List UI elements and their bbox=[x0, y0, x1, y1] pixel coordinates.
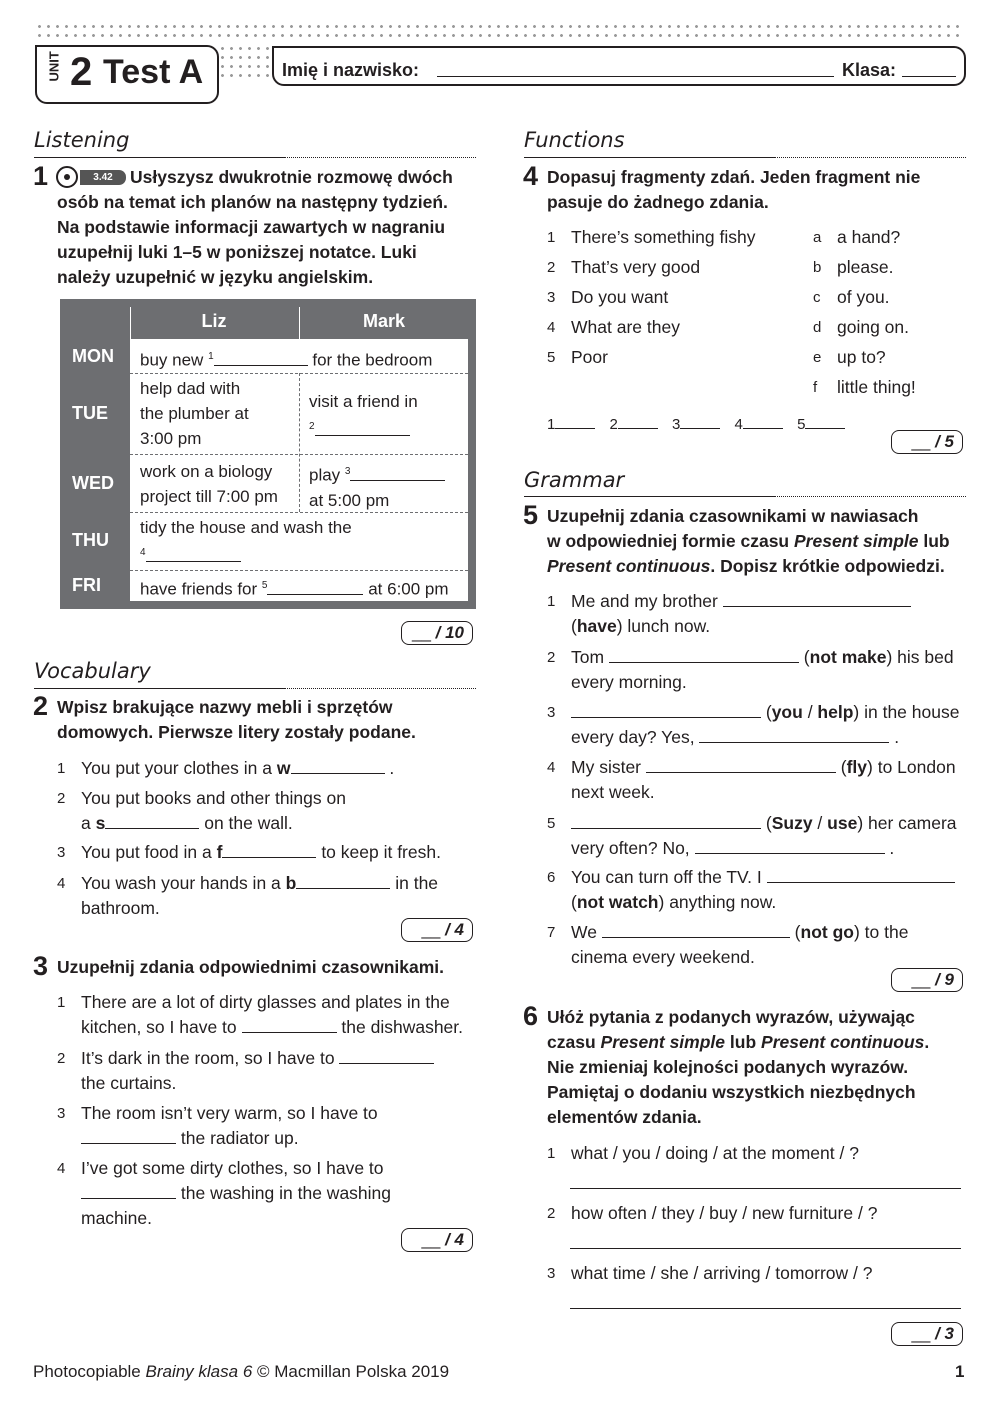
list-item: 1 Me and my brother (have) lunch now. bbox=[547, 589, 967, 639]
day-label-thu: THU bbox=[72, 530, 109, 550]
class-field[interactable] bbox=[902, 76, 956, 77]
score-box[interactable]: __ / 4 bbox=[401, 918, 473, 942]
unit-word: UNIT bbox=[46, 51, 62, 82]
match-left-list bbox=[547, 225, 797, 375]
section-title-functions: Functions bbox=[524, 128, 625, 152]
table-cell-tue-mark: visit a friend in $^2$ bbox=[309, 389, 418, 443]
answer-line[interactable] bbox=[570, 1248, 961, 1249]
q5-instruction-line: w odpowiedniej formie czasu Present simple lub bbox=[547, 531, 950, 551]
list-item: 7 We (not go) to the cinema every weekend. bbox=[547, 922, 909, 967]
score-box[interactable]: __ / 9 bbox=[891, 968, 963, 992]
answer-gap[interactable] bbox=[723, 592, 911, 607]
q4-instruction-line: pasuje do żadnego zdania. bbox=[547, 192, 769, 212]
answer-gap[interactable] bbox=[105, 814, 199, 829]
q1-instruction-line: uzupełnij luki 1–5 w poniższej notatce. Luki bbox=[57, 242, 417, 262]
question-number: 5 bbox=[523, 500, 539, 530]
gap-3[interactable] bbox=[350, 466, 445, 481]
page-number: 1 bbox=[955, 1362, 965, 1381]
q1-instruction-line: należy uzupełnić w języku angielskim. bbox=[57, 267, 374, 287]
q6-instruction-line: czasu Present simple lub Present continuous. bbox=[547, 1032, 930, 1052]
list-item: 4 My sister (fly) to London next week. bbox=[547, 757, 956, 802]
section-rule bbox=[34, 157, 284, 158]
col-header-liz: Liz bbox=[201, 311, 227, 331]
name-field[interactable] bbox=[437, 76, 834, 77]
question-number: 1 bbox=[33, 161, 49, 191]
table-cell-wed-liz: work on a biology project till 7:00 pm bbox=[140, 462, 278, 506]
day-label-fri: FRI bbox=[72, 575, 101, 595]
header-dot-pattern-middle bbox=[218, 44, 270, 80]
table-cell-tue-liz: help dad with the plumber at 3:00 pm bbox=[140, 379, 249, 448]
list-item: 3 what time / she / arriving / tomorrow / ? bbox=[547, 1263, 873, 1283]
table-cell-wed-mark: play $^3$ at 5:00 pm bbox=[309, 459, 445, 513]
answer-gap[interactable] bbox=[743, 414, 783, 429]
section-rule bbox=[34, 688, 284, 689]
gap-2[interactable] bbox=[315, 421, 410, 436]
answer-gap[interactable] bbox=[222, 843, 316, 858]
answer-gap[interactable] bbox=[291, 759, 385, 774]
list-item: 5 (Suzy / use) her camera very often? No, . bbox=[547, 813, 957, 858]
answer-gap[interactable] bbox=[646, 758, 836, 773]
score-box[interactable]: __ / 4 bbox=[401, 1228, 473, 1252]
gap-5[interactable] bbox=[267, 580, 363, 595]
day-label-mon: MON bbox=[72, 346, 114, 366]
section-rule-dotted bbox=[284, 688, 476, 689]
list-item: b please. bbox=[813, 257, 894, 277]
q2-instruction-line: Wpisz brakujące nazwy mebli i sprzętów bbox=[57, 697, 393, 717]
section-rule-dotted bbox=[774, 157, 966, 158]
list-item: 5 Poor bbox=[547, 347, 608, 367]
list-item: 2 That’s very good bbox=[547, 257, 701, 277]
section-title-listening: Listening bbox=[34, 128, 130, 152]
unit-badge bbox=[35, 45, 219, 104]
list-item: 4 You wash your hands in a b in the bathroom. bbox=[57, 873, 439, 918]
answer-gap[interactable] bbox=[81, 1129, 176, 1144]
answer-gap[interactable] bbox=[618, 414, 658, 429]
list-item: 2 Tom (not make) his bed every morning. bbox=[547, 647, 954, 692]
list-item: 3 Do you want bbox=[547, 287, 669, 307]
section-title-grammar: Grammar bbox=[524, 468, 625, 492]
list-item: 2 It’s dark in the room, so I have to the curtains. bbox=[57, 1046, 477, 1096]
q6-instruction-line: Ułóż pytania z podanych wyrazów, używając bbox=[547, 1007, 915, 1027]
unit-number: 2 bbox=[70, 50, 93, 94]
answer-gap[interactable] bbox=[242, 1018, 337, 1033]
list-item: d going on. bbox=[813, 317, 910, 337]
answer-gap[interactable] bbox=[805, 414, 845, 429]
answer-line[interactable] bbox=[570, 1188, 961, 1189]
answer-gap[interactable] bbox=[602, 923, 790, 938]
list-item: 1 There are a lot of dirty glasses and plates in the kitchen, so I have to the dishwasher. bbox=[57, 992, 464, 1037]
q3-instruction: Uzupełnij zdania odpowiednimi czasownikami. bbox=[57, 957, 444, 977]
gap-4[interactable] bbox=[146, 547, 241, 562]
list-item: a a hand? bbox=[813, 227, 901, 247]
answer-gap[interactable] bbox=[609, 648, 799, 663]
list-item: 3 The room isn’t very warm, so I have to the radiator up. bbox=[57, 1103, 378, 1148]
list-item: 1 what / you / doing / at the moment / ? bbox=[547, 1143, 859, 1163]
col-header-mark: Mark bbox=[362, 311, 406, 331]
answer-gap[interactable] bbox=[571, 814, 761, 829]
answer-gap[interactable] bbox=[555, 414, 595, 429]
section-title-vocabulary: Vocabulary bbox=[34, 659, 151, 683]
day-label-wed: WED bbox=[72, 473, 114, 493]
score-box[interactable]: __ / 5 bbox=[891, 430, 963, 454]
question-number: 3 bbox=[33, 951, 49, 981]
day-label-tue: TUE bbox=[72, 403, 108, 423]
match-right-list bbox=[813, 225, 963, 405]
cd-icon bbox=[56, 166, 78, 188]
table-row-fri: have friends for $^5$ at 6:00 pm bbox=[140, 579, 449, 599]
name-label: Imię i nazwisko: bbox=[282, 60, 420, 80]
question-number: 2 bbox=[33, 691, 49, 721]
answer-gap[interactable] bbox=[699, 728, 889, 743]
score-box[interactable]: __ / 3 bbox=[891, 1322, 963, 1346]
q6-instruction-line: Pamiętaj o dodaniu wszystkich niezbędnych bbox=[547, 1082, 916, 1102]
list-item: e up to? bbox=[813, 347, 886, 367]
list-item: c of you. bbox=[813, 287, 890, 307]
answer-gap[interactable] bbox=[296, 874, 390, 889]
question-number: 4 bbox=[523, 161, 539, 191]
track-badge: 3.42 bbox=[80, 170, 126, 185]
score-box[interactable]: __ / 10 bbox=[401, 621, 473, 645]
section-rule bbox=[524, 496, 774, 497]
gap-1[interactable] bbox=[214, 351, 308, 366]
list-item: 3 You put food in a f to keep it fresh. bbox=[57, 842, 441, 862]
list-item: 2 You put books and other things on a s on the wall. bbox=[57, 788, 346, 833]
q6-instruction-line: elementów zdania. bbox=[547, 1107, 702, 1127]
table-body bbox=[130, 339, 468, 601]
notes-table bbox=[60, 299, 476, 609]
answer-gap[interactable] bbox=[767, 868, 955, 883]
header-dot-pattern bbox=[35, 22, 965, 40]
list-item: 1 You put your clothes in a w . bbox=[57, 758, 395, 778]
section-rule-dotted bbox=[284, 157, 476, 158]
section-rule bbox=[524, 157, 774, 158]
answer-gap[interactable] bbox=[571, 703, 761, 718]
answer-gap[interactable] bbox=[695, 839, 885, 854]
list-item: 4 I’ve got some dirty clothes, so I have to the washing in the washing machine. bbox=[57, 1158, 392, 1228]
list-item: f little thing! bbox=[813, 377, 916, 397]
footer-copyright: Photocopiable Brainy klasa 6 © Macmillan Polska 2019 bbox=[33, 1362, 450, 1381]
answer-gap[interactable] bbox=[81, 1184, 176, 1199]
q1-instruction-line: Usłyszysz dwukrotnie rozmowę dwóch bbox=[130, 167, 453, 187]
list-item: 1 There’s something fishy bbox=[547, 227, 756, 247]
list-item: 6 You can turn off the TV. I (not watch) anything now. bbox=[547, 865, 967, 915]
class-label: Klasa: bbox=[842, 60, 897, 80]
section-rule-dotted bbox=[774, 496, 966, 497]
q5-instruction-line: Present continuous. Dopisz krótkie odpowiedzi. bbox=[547, 556, 945, 576]
test-title: Test A bbox=[103, 53, 204, 91]
answer-line[interactable] bbox=[570, 1308, 961, 1309]
list-item: 4 What are they bbox=[547, 317, 680, 337]
answer-row: 1 2 3 4 5 bbox=[547, 412, 845, 437]
q1-instruction-line: Na podstawie informacji zawartych w nagraniu bbox=[57, 217, 446, 237]
q6-instruction-line: Nie zmieniaj kolejności podanych wyrazów. bbox=[547, 1057, 909, 1077]
q1-instruction-line: osób na temat ich planów na następny tydzień. bbox=[57, 192, 448, 212]
table-row-mon: buy new $^1$ for the bedroom bbox=[140, 350, 433, 370]
q5-instruction-line: Uzupełnij zdania czasownikami w nawiasach bbox=[547, 506, 919, 526]
table-row-thu: tidy the house and wash the $^4$ bbox=[140, 515, 352, 569]
student-info-box bbox=[272, 46, 966, 86]
q4-instruction-line: Dopasuj fragmenty zdań. Jeden fragment nie bbox=[547, 167, 921, 187]
question-number: 6 bbox=[523, 1001, 539, 1031]
list-item: 3 (you / help) in the house every day? Yes, . bbox=[547, 702, 960, 747]
list-item: 2 how often / they / buy / new furniture / ? bbox=[547, 1203, 878, 1223]
answer-gap[interactable] bbox=[680, 414, 720, 429]
answer-gap[interactable] bbox=[339, 1049, 434, 1064]
q2-instruction-line: domowych. Pierwsze litery zostały podane. bbox=[57, 722, 416, 742]
